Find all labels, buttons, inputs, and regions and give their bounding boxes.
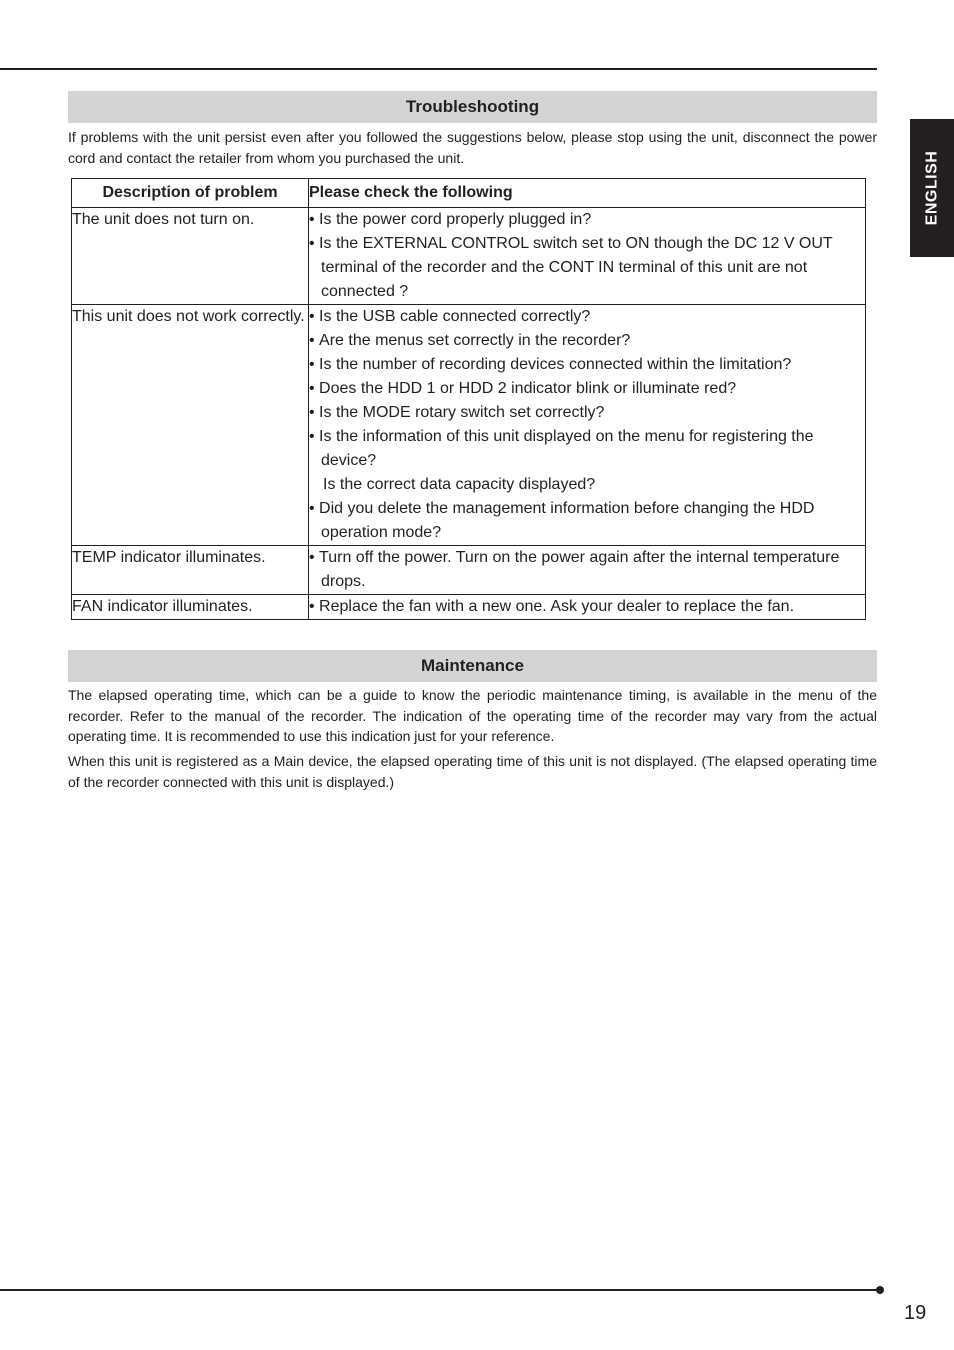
table-header-row xyxy=(72,179,866,208)
troubleshooting-intro: If problems with the unit persist even after you followed the suggestions below, please stop using the unit, disconnect the power cord and contact the retailer from whom you purchased the unit. xyxy=(68,129,877,166)
maintenance-paragraph-1: The elapsed operating time, which can be a guide to know the periodic maintenance timing, is available in the menu of the recorder. Refer to the manual of the recorder. The indication of the operating time of the recorder may vary from the actual operating time. It is recommended to use this indication just for your reference. xyxy=(68,687,877,744)
troubleshooting-heading: Troubleshooting xyxy=(68,91,877,123)
column-header-check: Please check the following xyxy=(309,179,866,208)
check-item: • Is the EXTERNAL CONTROL switch set to ON though the DC 12 V OUT terminal of the recorder and the CONT IN terminal of this unit are not connected ? xyxy=(309,232,865,304)
problem-cell: The unit does not turn on. xyxy=(72,208,309,305)
check-item: • Turn off the power. Turn on the power again after the internal temperature drops. xyxy=(309,546,865,594)
check-item: • Is the MODE rotary switch set correctly? xyxy=(309,401,865,425)
check-list xyxy=(309,595,865,619)
table-row xyxy=(72,305,866,546)
maintenance-heading: Maintenance xyxy=(68,650,877,682)
check-item: • Replace the fan with a new one. Ask your dealer to replace the fan. xyxy=(309,595,865,619)
check-item-text: Is the information of this unit displayed on the menu for registering the device? xyxy=(319,428,814,469)
table-row xyxy=(72,208,866,305)
problem-cell: TEMP indicator illuminates. xyxy=(72,546,309,595)
check-item: • Are the menus set correctly in the recorder? xyxy=(309,329,865,353)
top-rule xyxy=(0,68,877,70)
bottom-rule-dot xyxy=(876,1286,884,1294)
column-header-problem: Description of problem xyxy=(72,179,309,208)
page-number: 19 xyxy=(904,1302,927,1324)
table-row xyxy=(72,595,866,620)
check-item xyxy=(309,425,865,497)
check-item: • Does the HDD 1 or HDD 2 indicator blink or illuminate red? xyxy=(309,377,865,401)
language-tab xyxy=(910,119,954,257)
bottom-rule xyxy=(0,1289,877,1291)
check-list xyxy=(309,546,865,594)
troubleshooting-table xyxy=(71,178,866,620)
check-list xyxy=(309,305,865,545)
check-list xyxy=(309,208,865,304)
maintenance-paragraph-2: When this unit is registered as a Main device, the elapsed operating time of this unit is not displayed. (The elapsed operating time of the recorder connected with this unit is displayed.) xyxy=(68,753,877,790)
check-cell xyxy=(309,305,866,546)
check-cell xyxy=(309,546,866,595)
check-item: • Is the USB cable connected correctly? xyxy=(309,305,865,329)
language-tab-label: ENGLISH xyxy=(923,150,940,226)
table-row xyxy=(72,546,866,595)
check-item: • Is the number of recording devices connected within the limitation? xyxy=(309,353,865,377)
check-cell xyxy=(309,208,866,305)
check-item: • Is the power cord properly plugged in? xyxy=(309,208,865,232)
problem-cell: FAN indicator illuminates. xyxy=(72,595,309,620)
check-cell xyxy=(309,595,866,620)
check-item: • Did you delete the management information before changing the HDD operation mode? xyxy=(309,497,865,545)
problem-cell: This unit does not work correctly. xyxy=(72,305,309,546)
check-item-subline: Is the correct data capacity displayed? xyxy=(323,476,596,493)
